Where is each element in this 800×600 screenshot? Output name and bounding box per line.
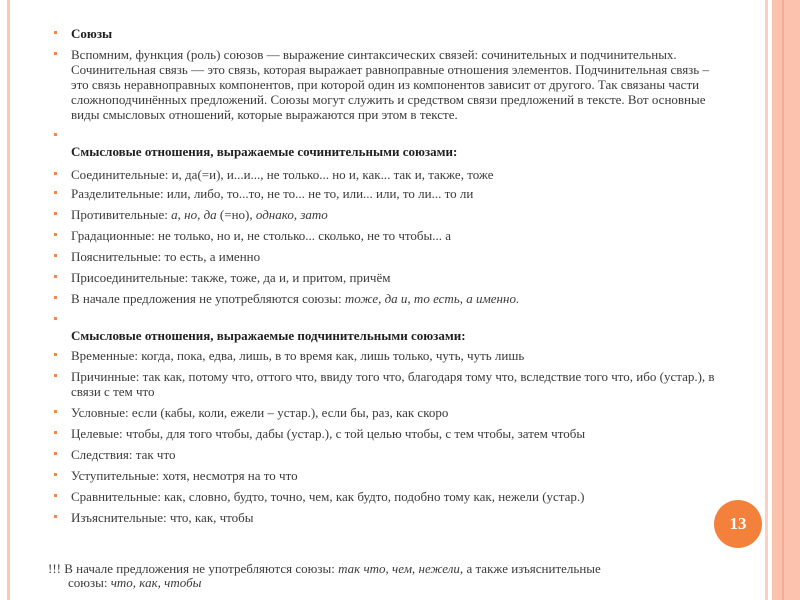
- list-item: Пояснительные: то есть, а именно: [50, 249, 715, 264]
- bullet-icon: [54, 212, 57, 215]
- list-item: Присоединительные: также, тоже, да и, и притом, причём: [50, 270, 715, 285]
- coord-heading: Смысловые отношения, выражаемые сочинительными союзами:: [71, 144, 458, 159]
- list-item: Уступительные: хотя, несмотря на то что: [50, 468, 715, 483]
- slide-content: [50, 26, 715, 531]
- list-item: Временные: когда, пока, едва, лишь, в то время как, лишь только, чуть, чуть лишь: [50, 348, 715, 363]
- bullet-icon: [54, 191, 57, 194]
- list-item: Целевые: чтобы, для того чтобы, дабы (устар.), с той целью чтобы, с тем чтобы, затем чтобы: [50, 426, 715, 441]
- bullet-icon: [54, 172, 57, 175]
- bullet-icon: [54, 275, 57, 278]
- right-border-stripe: [772, 0, 782, 600]
- bullet-icon: [54, 31, 57, 34]
- bullet-icon: [54, 452, 57, 455]
- intro-paragraph: Вспомним, функция (роль) союзов — выражение синтаксических связей: сочинительных и подчинительных. Сочинительная связь — это связь, которая выражает равноправные отношения элементов. Подчинительная связь – это связь неравноправных компонентов, при которой один из компонентов зависит от другого. Так связаны части сложноподчинённых предложений. Союзы могут служить и средством связи предложений в тексте. Вот основные виды смысловых отношений, которые выражаются при этом в тексте.: [50, 47, 715, 122]
- bullet-icon: [54, 374, 57, 377]
- bullet-icon: [54, 431, 57, 434]
- list-item: Соединительные: и, да(=и), и...и..., не только... но и, как... так и, также, тоже: [50, 167, 715, 182]
- right-border-stripe: [784, 0, 800, 600]
- slide-title: Союзы: [50, 26, 715, 41]
- list-item: Сравнительные: как, словно, будто, точно, чем, как будто, подобно тому как, нежели (устар.): [50, 489, 715, 504]
- empty-bullet: [50, 128, 715, 144]
- list-item: Причинные: так как, потому что, оттого что, ввиду того что, благодаря тому что, вследствие того что, ибо (устар.), в связи с тем что: [50, 369, 715, 399]
- left-border-stripe: [7, 0, 10, 600]
- bullet-icon: [54, 317, 57, 320]
- bullet-icon: [54, 473, 57, 476]
- list-item: Условные: если (кабы, коли, ежели – устар.), если бы, раз, как скоро: [50, 405, 715, 420]
- sub-heading: Смысловые отношения, выражаемые подчинительными союзами:: [71, 328, 466, 343]
- list-item: Градационные: не только, но и, не столько... сколько, не то чтобы... а: [50, 228, 715, 243]
- bullet-icon: [54, 254, 57, 257]
- bullet-icon: [54, 233, 57, 236]
- final-note: !!! В начале предложения не употребляются союзы: так что, чем, нежели, а также изъяснительные союзы: что, как, чтобы: [48, 561, 601, 590]
- right-border-stripe: [765, 0, 768, 600]
- coord-note: В начале предложения не употребляются союзы: тоже, да и, то есть, а именно.: [50, 291, 715, 306]
- bullet-icon: [54, 515, 57, 518]
- list-item: Разделительные: или, либо, то...то, не то... не то, или... или, то ли... то ли: [50, 186, 715, 201]
- list-item: Противительные: а, но, да (=но), однако, зато: [50, 207, 715, 222]
- bullet-icon: [54, 494, 57, 497]
- list-item: Следствия: так что: [50, 447, 715, 462]
- bullet-icon: [54, 296, 57, 299]
- bullet-icon: [54, 52, 57, 55]
- empty-bullet: [50, 312, 715, 328]
- list-item: Изъяснительные: что, как, чтобы: [50, 510, 715, 525]
- bullet-icon: [54, 353, 57, 356]
- bullet-icon: [54, 410, 57, 413]
- bullet-icon: [54, 133, 57, 136]
- page-number-badge: 13: [714, 500, 762, 548]
